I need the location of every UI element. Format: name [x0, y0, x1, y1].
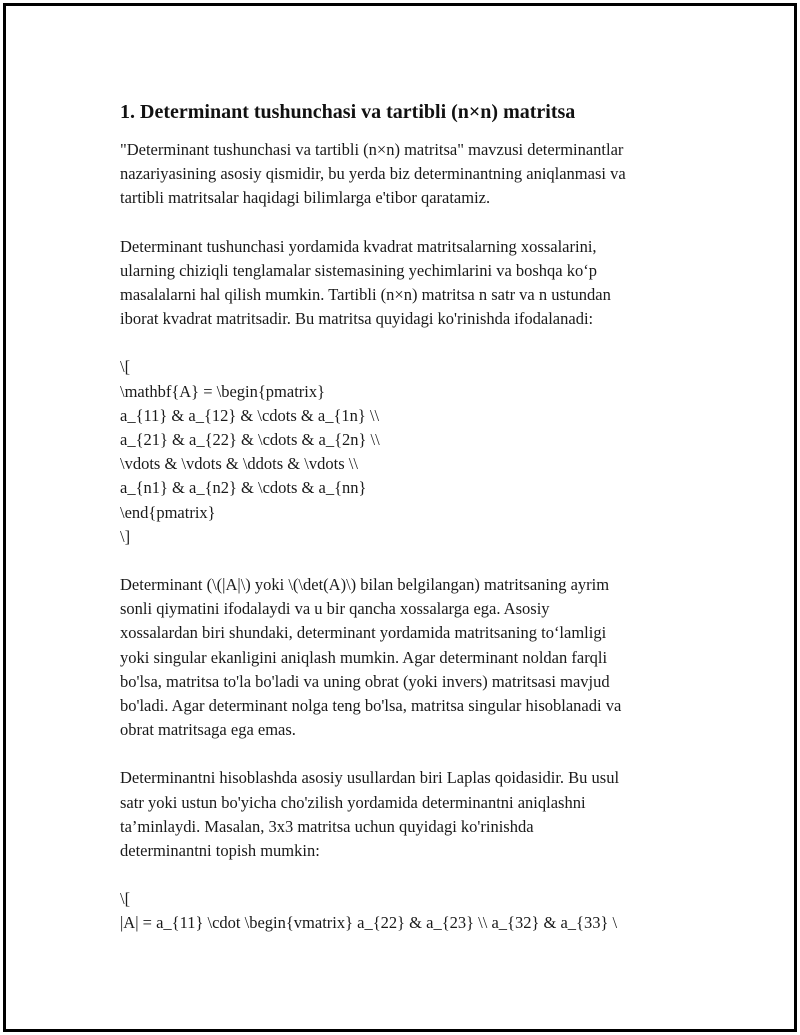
math-line: \[	[120, 357, 131, 377]
intro-paragraph: "Determinant tushunchasi va tartibli (n×n) matritsa" mavzusi determinantlar nazariyasining asosiy qismidir, bu yerda biz determinantning aniqlanmasi va tartibli matritsalar haqidagi bilimlarga e'tibor qaratamiz.	[120, 140, 626, 208]
document-body	[120, 98, 700, 960]
laplace-latex-block	[120, 887, 700, 935]
laplace-rule-paragraph: Determinantni hisoblashda asosiy usullardan biri Laplas qoidasidir. Bu usul satr yoki ustun bo'yicha cho'zilish yordamida determinantni aniqlashni ta’minlaydi. Masalan, 3x3 matritsa uchun quyidagi ko'rinishda determinantni topish mumkin:	[120, 768, 620, 861]
page-frame	[3, 3, 797, 1032]
math-line: |A| = a_{11} \cdot \begin{vmatrix} a_{22} & a_{23} \\ a_{32} & a_{33} \	[120, 913, 618, 933]
matrix-latex-block	[120, 355, 700, 549]
math-line: a_{n1} & a_{n2} & \cdots & a_{nn}	[120, 478, 367, 498]
math-line: \vdots & \vdots & \ddots & \vdots \\	[120, 454, 358, 474]
determinant-properties-paragraph: Determinant (\(|A|\) yoki \(\det(A)\) bilan belgilangan) matritsaning ayrim sonli qiymatini ifodalaydi va u bir qancha xossalarga ega. Asosiy xossalardan biri shundaki, determinant yordamida matritsaning to‘lamligi yoki singular ekanligini aniqlash mumkin. Agar determinant noldan farqli bo'lsa, matritsa to'la bo'ladi va uning obrat (yoki invers) matritsasi mavjud bo'ladi. Agar determinant nolga teng bo'lsa, matritsa singular hisoblanadi va obrat matritsaga ega emas.	[120, 575, 622, 740]
math-line: a_{21} & a_{22} & \cdots & a_{2n} \\	[120, 430, 380, 450]
concept-paragraph: Determinant tushunchasi yordamida kvadrat matritsalarning xossalarini, ularning chiziqli tenglamalar sistemasining yechimlarini va boshqa ko‘p masalalarni hal qilish mumkin. Tartibli (n×n) matritsa n satr va n ustundan iborat kvadrat matritsadir. Bu matritsa quyidagi ko'rinishda ifodalanadi:	[120, 236, 611, 329]
math-line: \end{pmatrix}	[120, 502, 216, 522]
math-line: \[	[120, 889, 131, 909]
math-line: \mathbf{A} = \begin{pmatrix}	[120, 381, 326, 401]
section-title: 1. Determinant tushunchasi va tartibli (n×n) matritsa	[120, 101, 576, 123]
math-line: \]	[120, 526, 131, 546]
math-line: a_{11} & a_{12} & \cdots & a_{1n} \\	[120, 405, 380, 425]
